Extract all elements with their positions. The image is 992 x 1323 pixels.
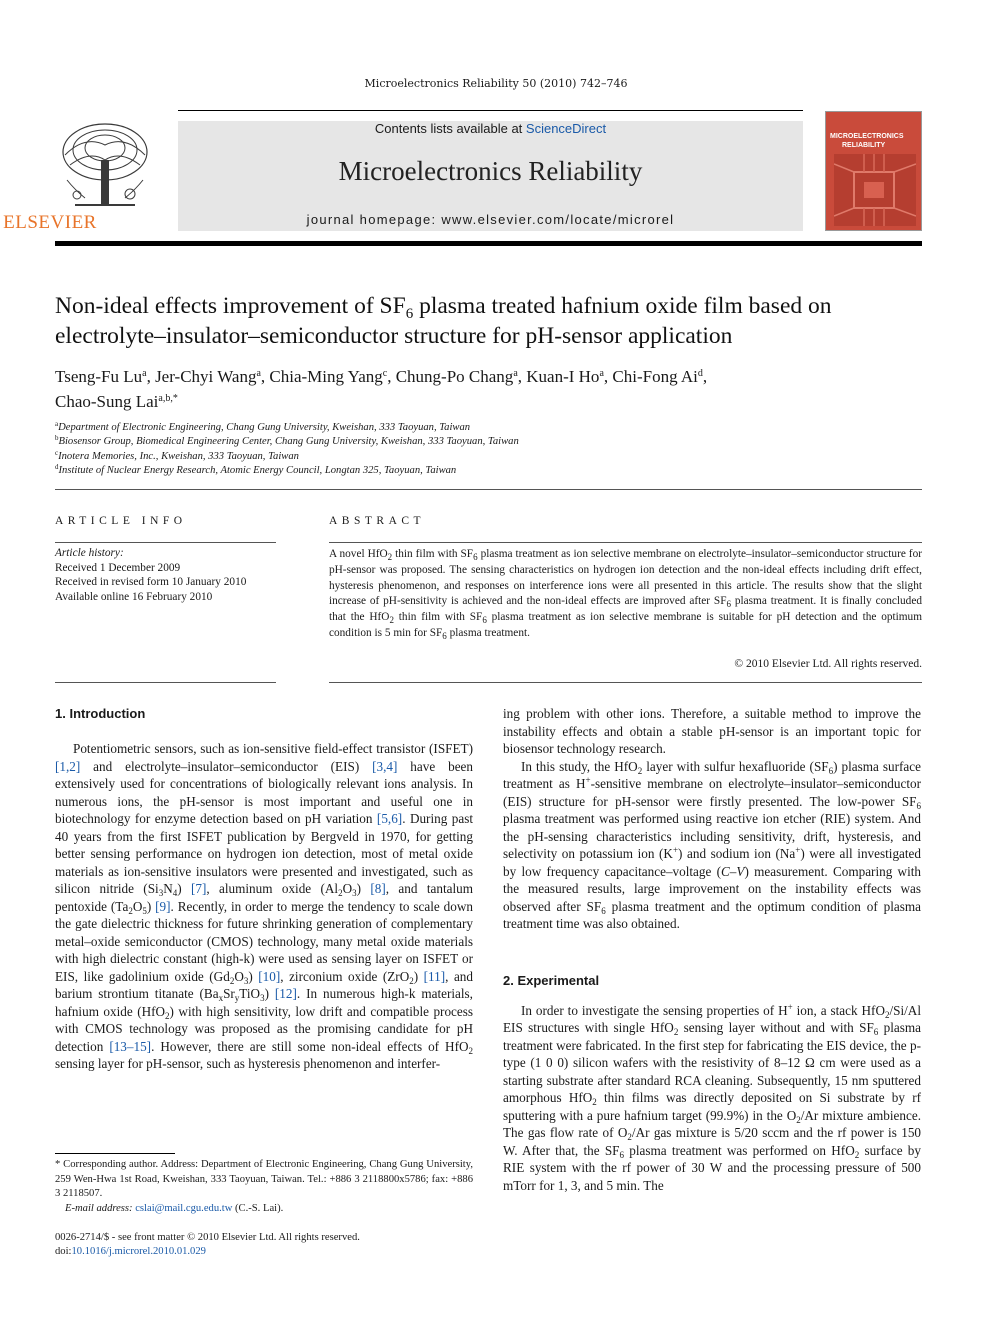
running-head: Microelectronics Reliability 50 (2010) 742–746 xyxy=(364,77,628,90)
paragraph: In order to investigate the sensing properties of H+ ion, a stack HfO$_2$/Si/Al EIS structures with single HfO$_2$ sensing layer without and with $SF_6$ plasma treatment were fabricated. In the first step for fabricating the EIS device, the p-type (1 0 0) silicon wafers with the resistivity of 8–12 Ω cm were used as a starting substrate after standard RCA cleaning. Subsequently, 15 nm sputtered amorphous HfO$_2$ thin films was directly deposited on Si substrate by rf sputtering with a pure hafnium target (99.9%) in the $O_2/Ar$ mixture ambience. The gas flow rate of $O_2/Ar$ gas mixture is 5/20 sccm and the rf power is 150 W. After that, the $SF_6$ plasma treatment was performed on HfO$_2$ surface by RIE system with the rf power of 30 W and the processing pressure of 500 mTorr for 1, 3, and 5 min. The xyxy=(503,1001,922,1193)
author-list: Tseng-Fu Lu$^a$, Jer-Chyi Wang$^a$, Chia-Ming Yang$^c$, Chung-Po Chang$^a$, Kuan-I Ho$^a$, Chi-Fong Ai$^d$, Chao-Sung Lai$^{a,b,*}$ xyxy=(55,367,708,411)
paragraph: Potentiometric sensors, such as ion-sensitive field-effect transistor (ISFET) [1,2] and electrolyte–insulator–semiconductor (EIS) [3,4] have been extensively used for concentrations of biologically relevant ions analysis. In numerous ions, the pH-sensor is most important and useful one in biotechnology for enzyme detection based on pH variation [5,6]. During past 40 years from the first ISFET publication by Bergveld in 1970, for getting better sensing performance on hydrogen ion detection, most of metal oxide materials as ion-sensitive insulators were presented and investigated, such as silicon nitride $(Si_3N_4)$ [7], aluminum oxide $(Al_2O_3)$ [8], and tantalum pentoxide $(Ta_2O_5)$ [9]. Recently, in order to merge the tendency to scale down the gate dielectric thickness for future shrinking generation of complementary metal–oxide semiconductor (CMOS) technology, many metal oxide materials with high dielectric constant (high-k) were used as sensing layer on ISFET or EIS, like gadolinium oxide $(Gd_2O_3)$ [10], zirconium oxide (ZrO$_2$) [11], and barium strontium titanate $(Ba_xSr_yTiO_3)$ [12]. In numerous high-k materials, hafnium oxide (HfO$_2$) with high sensitivity, low drift and compatible process with CMOS technology was proposed as the promising candidate for pH detection [13–15]. However, there are still some non-ideal effects of HfO$_2$ sensing layer for pH-sensor, such as hysteresis phenomenon and interfer- xyxy=(55,741,474,1071)
article-title: Non-ideal effects improvement of $SF_6$ plasma treated hafnium oxide film based on electrolyte–insulator–semiconductor structure for pH-sensor application xyxy=(55,293,832,349)
citation[interactable]: [8] xyxy=(370,881,386,896)
elsevier-wordmark: ELSEVIER xyxy=(3,212,97,233)
header-rule xyxy=(55,241,922,246)
author[interactable]: Kuan-I Ho xyxy=(526,367,600,386)
contents-line xyxy=(178,121,803,136)
citation[interactable]: [1,2] xyxy=(55,758,81,774)
section-heading-introduction: 1. Introduction xyxy=(55,706,146,721)
email-link[interactable]: cslai@mail.cgu.edu.tw xyxy=(135,1202,233,1214)
citation[interactable]: [13–15] xyxy=(109,1038,152,1054)
affiliation: $^d$Institute of Nuclear Energy Research, Atomic Energy Council, Longtan 325, Taoyuan, Taiwan xyxy=(55,463,457,476)
corresponding-author-footnote: * Corresponding author. Address: Department of Electronic Engineering, Chang Gung University, 259 Wen-Hwa 1st Road, Kweishan, 333 Taoyuan, Taiwan. Tel.: +886 3 2118800x5786; fax: +886 3 2118507. E-mail address: cslai@mail.cgu.edu.tw (C.-S. Lai). xyxy=(55,1159,473,1214)
cover-title: MICROELECTRONICS RELIABILITY xyxy=(830,133,904,149)
footnote-rule xyxy=(55,1153,175,1154)
paragraph: ing problem with other ions. Therefore, a suitable method to improve the instability effects and obtain a stable pH-sensor is an important topic for biosensor technology research. xyxy=(503,706,921,756)
tree-icon xyxy=(55,120,155,215)
sciencedirect-link[interactable]: ScienceDirect xyxy=(525,121,607,136)
divider xyxy=(55,542,276,543)
author[interactable]: Tseng-Fu Lu xyxy=(55,367,143,386)
abstract-heading: ABSTRACT xyxy=(329,515,426,527)
cover-artwork-icon xyxy=(834,154,916,226)
doi-link[interactable]: 10.1016/j.microrel.2010.01.029 xyxy=(71,1246,206,1258)
article-info-heading: ARTICLE INFO xyxy=(55,515,187,527)
citation[interactable]: [9] xyxy=(155,898,171,914)
affiliation: $^a$Department of Electronic Engineering, Chang Gung University, Kweishan, 333 Taoyuan, Taiwan xyxy=(55,420,471,433)
journal-name: Microelectronics Reliability xyxy=(338,156,643,186)
author[interactable]: Chao-Sung Lai xyxy=(55,392,159,411)
author[interactable]: Chung-Po Chang xyxy=(395,367,514,386)
citation[interactable]: [7] xyxy=(190,881,207,896)
right-column xyxy=(503,705,921,1194)
bottom-info: 0026-2714/$ - see front matter © 2010 Elsevier Ltd. All rights reserved. doi:10.1016/j.microrel.2010.01.029 xyxy=(55,1232,360,1258)
journal-homepage[interactable]: journal homepage: www.elsevier.com/locate/microrel xyxy=(306,212,675,227)
author[interactable]: Chi-Fong Ai xyxy=(612,367,698,386)
citation[interactable]: [12] xyxy=(274,986,297,1001)
citation[interactable]: [3,4] xyxy=(372,758,398,774)
article-history: Article history: Received 1 December 2009 Received in revised form 10 January 2010 Available online 16 February 2010 xyxy=(55,547,247,603)
divider xyxy=(55,489,922,490)
citation[interactable]: [5,6] xyxy=(376,811,403,826)
divider xyxy=(329,542,922,543)
abstract-copyright: © 2010 Elsevier Ltd. All rights reserved. xyxy=(734,658,922,670)
citation[interactable]: [11] xyxy=(423,968,446,984)
left-column xyxy=(55,740,473,1073)
journal-cover[interactable] xyxy=(825,111,922,231)
author[interactable]: Chia-Ming Yang xyxy=(269,367,383,386)
citation[interactable]: [10] xyxy=(258,968,281,984)
abstract-body: A novel HfO$_2$ thin film with $SF_6$ plasma treatment as ion selective membrane on electrolyte–insulator–semiconductor structure for pH-sensor was proposed. The sensing characteristics on hydrogen ion detection and the non-ideal effects including drift effect, hysteresis phenomenon, and responses on interference ions were all presented in this article. The results show that the slight increase of pH-sensitivity is achieved and the non-ideal effects are improved after $SF_6$ plasma treatment. It is finally concluded that the HfO$_2$ thin film with $SF_6$ plasma treatment as ion selective membrane is suitable for pH detection and the optimum condition is 5 min for $SF_6$ plasma treatment. xyxy=(329,548,922,641)
author[interactable]: Jer-Chyi Wang xyxy=(155,367,257,386)
paragraph: In this study, the HfO$_2$ layer with sulfur hexafluoride $(SF_6)$ plasma surface treatment as H+-sensitive membrane on electrolyte–insulator–semiconductor (EIS) structure for pH-sensor were firstly presented. The low-power $SF_6$ plasma treatment was performed using reactive ion etcher (RIE) system. And the pH-sensing characteristics including sensitivity, drift, hysteresis, and selectivity on potassium ion (K+) and sodium ion (Na+) were all investigated by low frequency capacitance–voltage (C–V) measurement. Comparing with the measured results, large improvement on the instability effects was observed after $SF_6$ plasma treatment and the optimum condition of plasma treatment time was also obtained. xyxy=(503,758,922,931)
section-heading-experimental: 2. Experimental xyxy=(503,973,600,988)
divider xyxy=(55,682,276,683)
affiliation: $^b$Biosensor Group, Biomedical Engineering Center, Chang Gung University, Kweishan, 333 Taoyuan, Taiwan xyxy=(55,434,519,447)
contents-prefix: Contents lists available at xyxy=(374,121,526,136)
divider xyxy=(329,682,922,683)
affiliation: $^c$Inotera Memories, Inc., Kweishan, 333 Taoyuan, Taiwan xyxy=(55,449,299,462)
top-rule xyxy=(178,110,803,111)
